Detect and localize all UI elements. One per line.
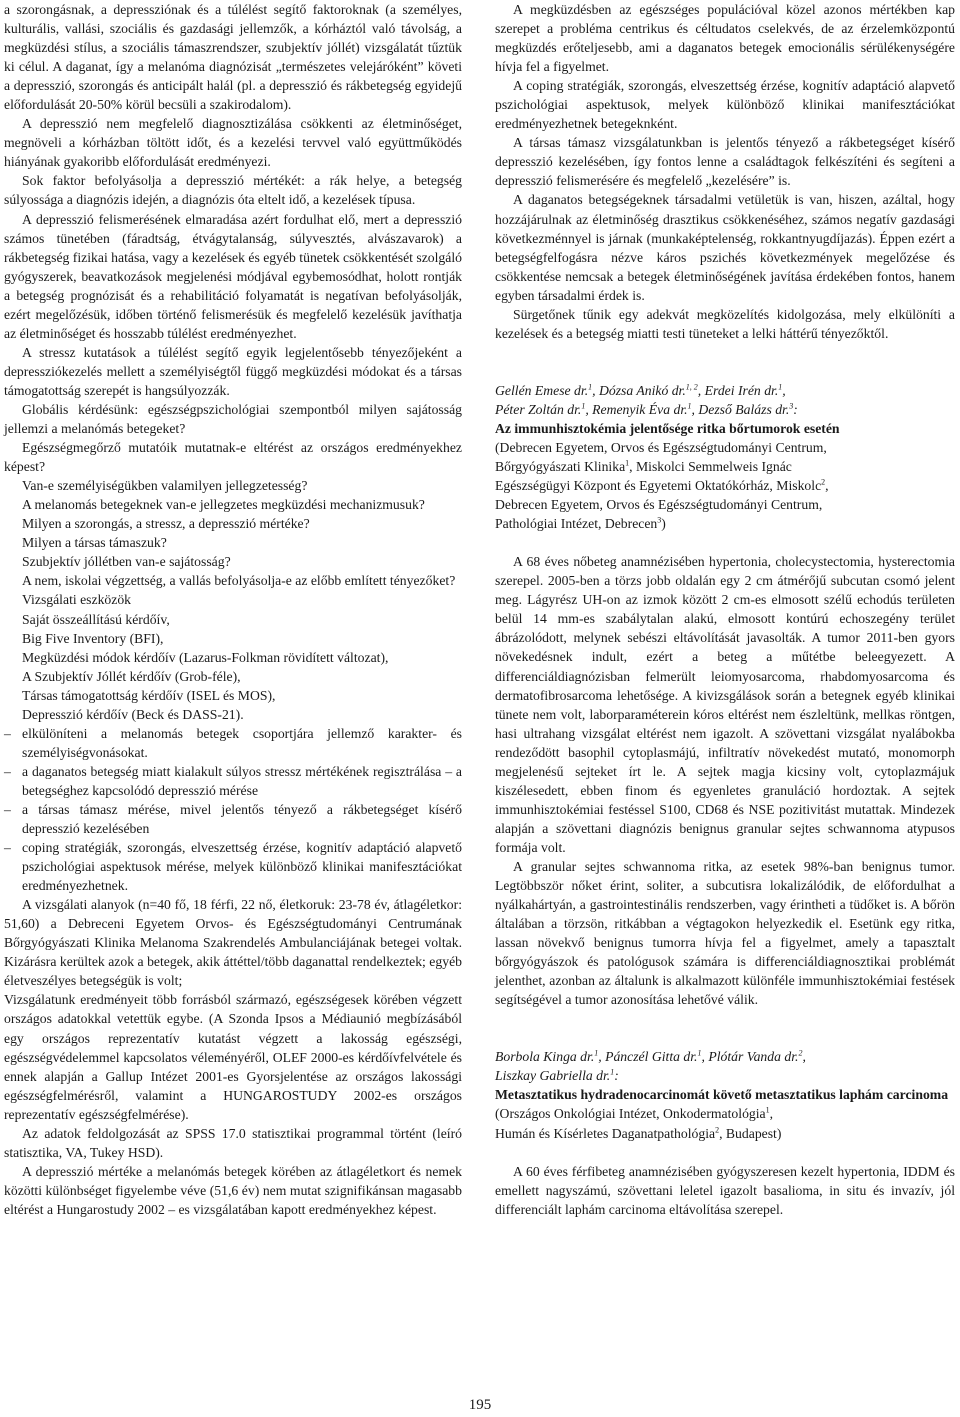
paragraph: a szorongásnak, a depressziónak és a túlélést segítő faktoroknak (a személyes, kulturális, vallási, szociális és gazdasági jellemzők, a kórháztól való távolság, a megküzdési stílus, a szociális támaszrendszer, szubjektív jóllét) vizsgálatát tűztük ki célul. A daganat, így a melanóma diagnózisát „természetes velejáróként” követi a depresszió, szorongás és anticipált halál (pl. a depresszió és rákbetegség egyidejű előfordulását 20-50% körül becsüli a szakirodalom).: [4, 2, 462, 113]
abstract-title: Az immunhisztokémia jelentősége ritka bőrtumorok esetén: [495, 420, 840, 436]
paragraph: A megküzdésben az egészséges populációval közel azonos mértékben kap szerepet a probléma centrikus és céltudatos cselekvés, de az érzelemközpontú megküzdés erőteljesebb, ami a daganatos betegek emocionális sérülékenységére hívja fel a figyelmet.: [495, 2, 955, 75]
paragraph: Sok faktor befolyásolja a depresszió mértékét: a rák helye, a betegség súlyossága a diagnózis idején, a diagnózis óta eltelt idő, a kezelések típusa.: [4, 173, 462, 208]
left-column: [4, 0, 462, 1219]
list-item: [4, 724, 462, 762]
instrument-item: Társas támogatottság kérdőív (ISEL és MOS),: [22, 687, 276, 703]
paragraph: A vizsgálati alanyok (n=40 fő, 18 férfi, 22 nő, életkoruk: 23-78 év, átlagéletkor: 51,60) a Debreceni Egyetem Orvos- és Egészségtudományi Centrumának Bőrgyógyászati Klinika Melanoma Szakrendelés Ambulanciájának betegei voltak. Kizárásra kerültek azok a betegek, akik áttéttel/több daganattal rendelkeztek; egyéb életveszélyes betegségük is volt;: [4, 897, 462, 989]
section-heading: Vizsgálati eszközök: [22, 592, 132, 608]
author-line: Liszkay Gabriella dr.$^1$:: [495, 1067, 619, 1084]
abstract-hydradenocarcinoma: [495, 1047, 955, 1218]
abstract-immunhisztokemia: [495, 381, 955, 1010]
instrument-item: Depresszió kérdőív (Beck és DASS-21).: [22, 706, 244, 722]
right-column: [495, 0, 955, 1219]
list-dash: –: [4, 840, 11, 856]
instrument-item: Saját összeállítású kérdőív,: [22, 611, 170, 627]
page-number: 195: [468, 1397, 492, 1413]
abstract-paragraph: A granular sejtes schwannoma ritka, az esetek 98%-ban benignus tumor. Legtöbbször nőket érint, soliter, a subcutisra lokalizálódik, de előfordulhat a nyálkahártyán, a gastrointestinális rendszerben, vagy érintheti a tüdőket is. A bőrön általában a törzsön, ritkábban a végtagokon helyezkedik el. Esetünk egy ritka, lassan növekvő benignus tumorra hívja fel a figyelmet, amely a tapasztalt bőrgyógyászok és patológusok számára is differenciáldiagnosztikai problémát jelenthet, azonban az általunk is alkalmazott különféle immunhisztokémiai festések segítségével a tumor azonosítása lehetővé válik.: [495, 858, 955, 1008]
abstract-authors: [495, 1047, 955, 1085]
paragraph: Az adatok feldolgozását az SPSS 17.0 statisztikai programmal történt (leíró statisztika, VA, Tukey HSD).: [4, 1125, 462, 1160]
list-dash: –: [4, 801, 11, 817]
abstract-paragraph: A 60 éves férfibeteg anamnézisében gyógyszeresen kezelt hypertonia, IDDM és emellett nagyszámú, szövettani leletel igazolt basalioma, in situ és invazív, jól differenciált laphám carcinoma eltávolítása szerepel.: [495, 1163, 955, 1217]
paragraph: A coping stratégiák, szorongás, elveszettség érzése, kognitív adaptáció alapvető pszichológiai aspektusok, melyek különböző klinikai manifesztációkat eredményezhetnek betegeknként.: [495, 78, 955, 132]
research-question: Van-e személyiségükben valamilyen jellegzetesség?: [22, 478, 308, 494]
paragraph: A daganatos betegségeknek társadalmi vetületük is van, hiszen, azáltal, hogy hozzájárulnak az életminőség drasztikus csökkenéséhez, számos negatív gazdasági következménnyel is járnak (munkaképtelenség, rokkantnyugdíjazás). Éppen ezért a betegségfelfogásra nézve káros pszichés következmények megelőzése és csökkentése nemcsak a betegek életminőségének javítása érdekében fontos, hanem egyben társadalmi érdek is.: [495, 192, 955, 303]
paragraph: A depresszió mértéke a melanómás betegek körében az átlagéletkort és nemek közötti különbséget figyelembe véve (51,6 év) nem mutat szignifikánsan magasabb eltérést a Hungarostudy 2002 – es vizsgálatában kapott eredményekhez képest.: [4, 1163, 462, 1217]
research-question: Milyen a társas támaszuk?: [22, 535, 167, 551]
paragraph: Sürgetőnek tűnik egy adekvát megközelítés kidolgozása, mely elkülöníti a kezelések és a betegség miatti testi tüneteket a lelki háttérű tényezőktől.: [495, 306, 955, 341]
abstract-authors: [495, 381, 955, 419]
list-item: [4, 800, 462, 838]
research-question: A melanomás betegeknek van-e jellegzetes megküzdési mechanizmusuk?: [22, 497, 425, 513]
abstract-affiliation: (Debrecen Egyetem, Orvos és Egészségtudományi Centrum, Bőrgyógyászati Klinika$^1$, Miskolci Semmelweis Ignác Egészségügyi Központ és Egyetemi Oktatókórház, Miskolc$^2$, Debrecen Egyetem, Orvos és Egészségtudományi Centrum, Pathológiai Intézet, Debrecen$^3$): [495, 439, 829, 532]
paragraph: Vizsgálatunk eredményeit több forrásból származó, egészségesek körében végzett országos adatokkal vetettük egybe. (A Szonda Ipsos a Médiaunió megbízásából egy országos reprezentatív kutatást végzett a lakosság egészségi, egészségvédelemmel kapcsolatos véleményéről, OLEF 2000-es kérdőívfelvétele és ennek alapján a Gallup Intézet 2001-es Gyorsjelentése az országos lakossági egészségfelmérésről, valamint a HUNGAROSTUDY 2002-es országos reprezentatív egészségfelmérése).: [4, 992, 462, 1122]
research-question: Szubjektív jóllétben van-e sajátosság?: [22, 554, 231, 570]
paragraph: A depresszió felismerésének elmaradása azért fordulhat elő, mert a depresszió számos tünetében (fáradtság, étvágytalanság, súlyvesztés, alvászavarok) a rákbetegség fizikai hatása, vagy a kezelések és egyéb tünetek csökkentését szolgáló gyógyszerek, beavatkozások megjelenési módjával egybemosódhat, holott rontják a betegség prognózisát és a rehabilitáció folyamatát is negatívan befolyásolják, ezért megelőzésük, időben történő felismerésük és megfelelő kezelésük javíthatja az életminőséget és hosszabb túlélést eredményezhet.: [4, 211, 462, 341]
list-dash: –: [4, 763, 11, 779]
abstract-title: Metasztatikus hydradenocarcinomát követő metasztatikus laphám carcinoma: [495, 1087, 949, 1103]
author-line: Péter Zoltán dr.$^1$, Remenyik Éva dr.$^1$, Dezső Balázs dr.$^3$:: [495, 401, 798, 417]
paragraph: A társas támasz vizsgálatunkban is jelentős tényező a rákbetegséget kísérő depresszió kezelésében, így fontos lenne a családtagok felkészíténi és segíteni a depresszió felismerésére és megfelelő „kezelésére” is.: [495, 135, 955, 189]
list-item-text: a társas támasz mérése, mivel jelentős tényező a rákbetegséget kísérő depresszió kezelésében: [22, 801, 462, 837]
list-item-text: a daganatos betegség miatt kialakult súlyos stressz mértékének regisztrálása – a betegséghez kapcsolódó depresszió mérése: [22, 763, 462, 798]
research-question: Globális kérdésünk: egészségpszichológiai szempontból milyen sajátosság jellemzi a melanómás betegeket?: [4, 401, 462, 437]
instrument-item: A Szubjektív Jóllét kérdőív (Grob-féle),: [22, 668, 241, 684]
abstract-paragraph: A 68 éves nőbeteg anamnézisében hypertonia, cholecystectomia, hysterectomia szerepel. 2005-ben a törzs jobb oldalán egy 2 cm átmérőjű subcutan csomó jelent meg. Lágyrész UH-on az izmok között 2 cm-es elmosott szélű echodús területen belül 14 mm-es szabálytalan alakú, elmosott kontúrú echoszegény terület ábrázolódott, melynek sebészi eltávolítását javasolták. A tumor 2011-ben gyors növekedésnek indult, ezért a beteg a műtétbe beleegyezett. A differenciáldiagnózisban felmerült leiomyosarcoma, rhabdomyosarcoma és dermatofibrosarcoma lehetősége. A kivizsgálások során a betegnek egyéb klinikai tünete nem volt, laborparaméterein kóros eltérést nem észleltünk, mellkas röntgen, hasi ultrahang vizsgálat eltérést nem igazolt. A szövettani vizsgálat nyalábokba rendeződött basophil cytoplasmájú, infiltratív növekedést mutató, monomorph megjelenésű sejteket írt le. A sejtek magja kicsiny volt, cytoplazmájuk kiszélesedett, ebben finom és egyenletes granuláció hordoztak. A sejtek immunhisztokémiai festéssel S100, CD68 és NSE pozitivitást mutattak. Mindezek alapján a szövettani diagnózis benignus granular sejtes schwannoma atypusos formája volt.: [495, 554, 955, 855]
list-item-text: elkülöníteni a melanomás betegek csoportjára jellemző karakter- és személyiségvonásokat.: [22, 725, 462, 760]
list-dash: –: [4, 725, 11, 741]
research-question: Egészségmegőrző mutatóik mutatnak-e eltérést az országos eredményekhez képest?: [4, 440, 462, 475]
instrument-item: Megküzdési módok kérdőív (Lazarus-Folkman rövidített változat),: [22, 649, 389, 665]
instrument-item: Big Five Inventory (BFI),: [22, 630, 164, 646]
paragraph: A stressz kutatások a túlélést segítő egyik legjelentősebb tényezőjeként a depressziókezelés mellett a személyiségtől függő megküzdési módokat és a társas támogatottság szerepét is hangsúlyozzák.: [4, 344, 462, 398]
list-item-text: coping stratégiák, szorongás, elveszettség érzése, kognitív adaptáció alapvető pszichológiai aspektusok mérése, melyek különböző klinikai manifesztációkat eredményezhetnek.: [22, 840, 462, 894]
list-item: [4, 838, 462, 895]
research-question: A nem, iskolai végzettség, a vallás befolyásolja-e az előbb említett tényezőket?: [22, 573, 456, 589]
author-line: Gellén Emese dr.$^1$, Dózsa Anikó dr.$^{1, 2}$, Erdei Irén dr.$^1$,: [495, 382, 786, 398]
research-question: Milyen a szorongás, a stressz, a depresszió mértéke?: [22, 516, 310, 532]
author-line: Borbola Kinga dr.$^1$, Pánczél Gitta dr.$^1$, Plótár Vanda dr.$^2$,: [495, 1048, 806, 1065]
abstract-affiliation: (Országos Onkológiai Intézet, Onkodermatológia$^1$, Humán és Kísérletes Daganatpathológia$^2$, Budapest): [495, 1105, 782, 1141]
paragraph: A depresszió nem megfelelő diagnosztizálása csökkenti az életminőséget, megnöveli a kórházban töltött időt, és a kezelési tervvel való együttműködés hiányának gyakoribb előfordulását eredményezi.: [4, 116, 462, 170]
list-item: [4, 762, 462, 800]
